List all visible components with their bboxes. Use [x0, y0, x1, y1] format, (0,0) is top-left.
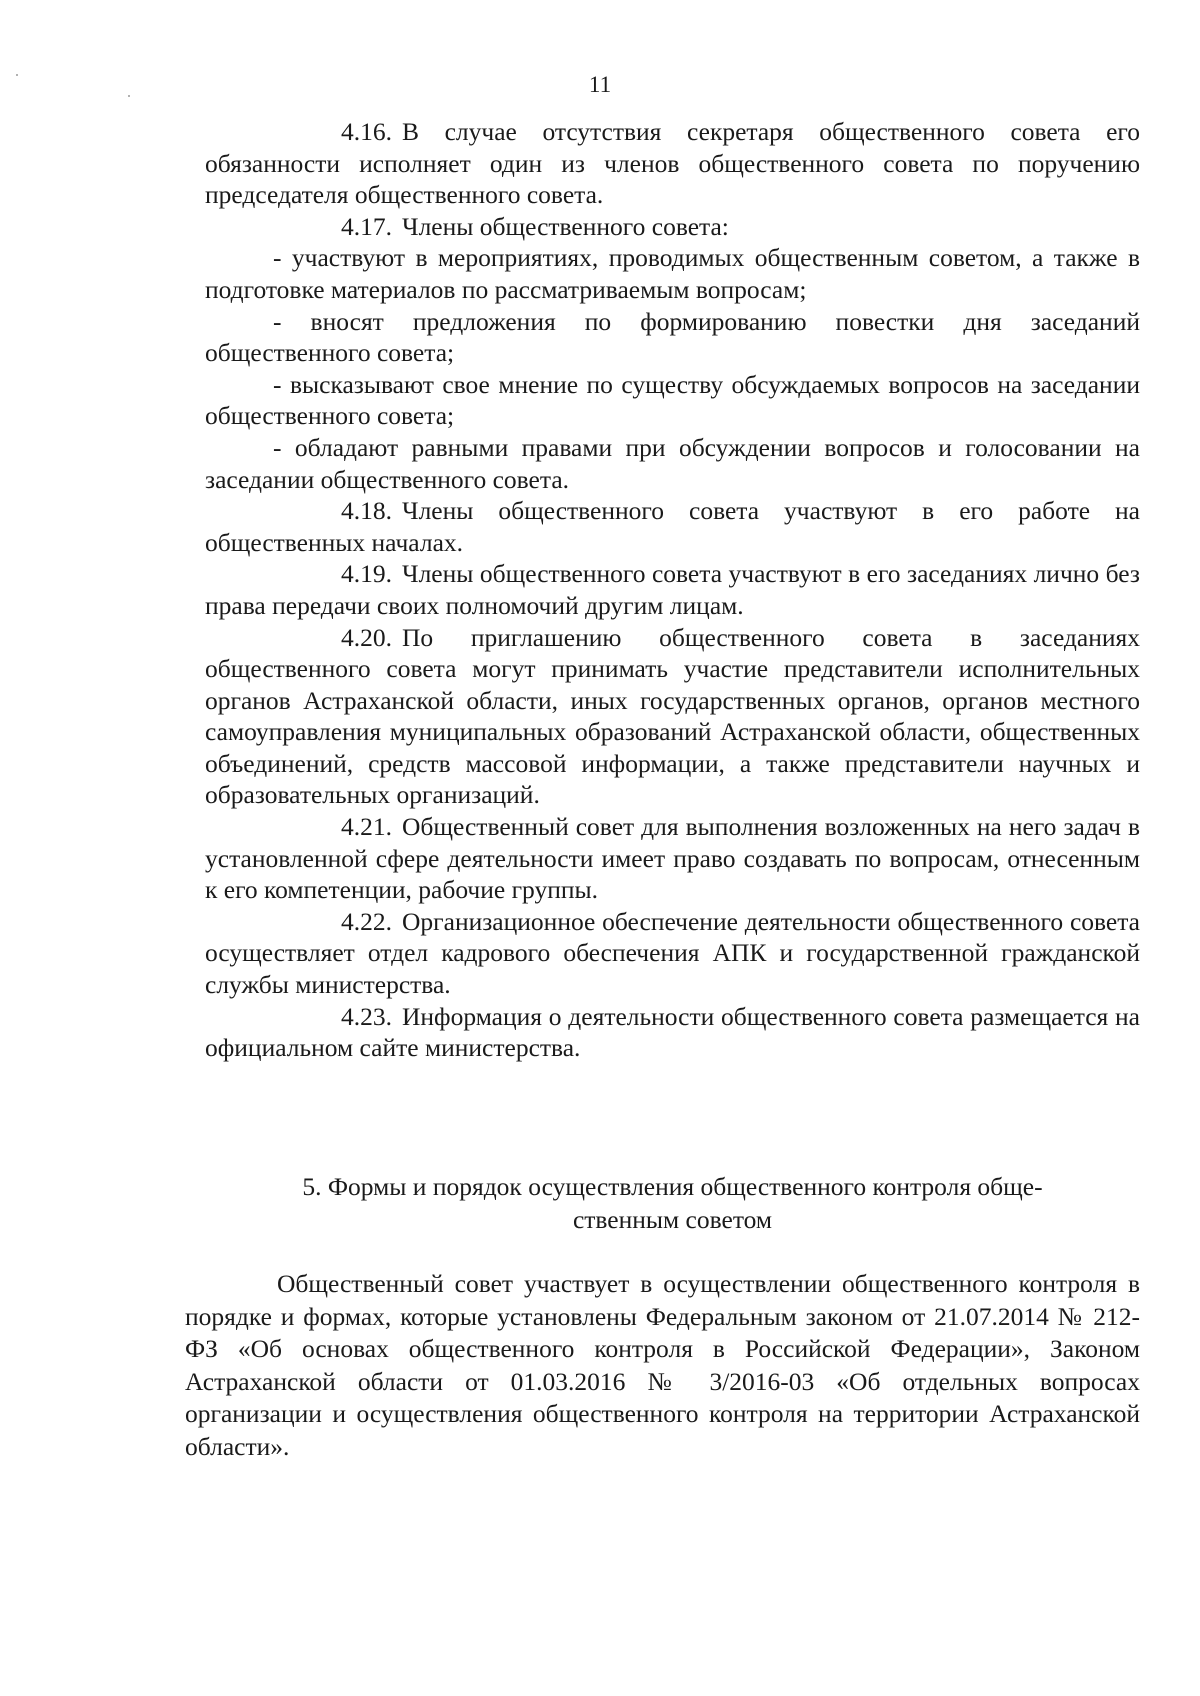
list-item-equal-rights	[205, 432, 1140, 495]
paragraph-4-22	[205, 906, 1140, 1001]
item-number: 4.20.	[341, 622, 392, 652]
item-number: 4.16.	[341, 117, 392, 146]
page-number: 11	[588, 72, 612, 97]
list-item-opinion	[205, 369, 1140, 432]
paragraph-4-20	[205, 622, 1140, 812]
paragraph-4-19	[205, 558, 1140, 621]
paragraph-text: Члены общественного совета участвуют в его заседаниях лично без права передачи своих полномочий другим лицам.	[205, 559, 1140, 620]
paragraph-section-5: Общественный совет участвует в осуществлении общественного контроля в порядке и формах, которые установлены Федеральным законом от 21.07.2014 № 212-ФЗ «Об основах общественного контроля в Российской Федерации», Законом Астраханской области от 01.03.2016 № 3/2016-03 «Об отдельных вопросах организации и осуществления общественного контроля на территории Астраханской области».	[185, 1269, 1140, 1461]
paragraph-text: Информация о деятельности общественного совета размещается на официальном сайте министерства.	[205, 1001, 1140, 1063]
section-5-heading	[205, 1170, 1140, 1236]
paragraph-text: Организационное обеспечение деятельности общественного совета осуществляет отдел кадрового обеспечения АПК и государственной гражданской службы министерства.	[205, 906, 1140, 1000]
list-item-proposals	[205, 306, 1140, 369]
paragraph-4-18	[205, 495, 1140, 558]
item-number: 4.18.	[341, 496, 392, 526]
paragraph-text: - участвуют в мероприятиях, проводимых общественным советом, а также в подготовке материалов по рассматриваемым вопросам;	[205, 243, 1140, 304]
paragraph-4-21	[205, 811, 1140, 906]
paragraph-text: Члены общественного совета участвуют в его работе на общественных началах.	[205, 496, 1140, 557]
paragraph-4-17	[205, 211, 1140, 243]
paragraph-4-16	[205, 116, 1140, 211]
item-number: 4.19.	[341, 559, 392, 589]
paragraph-text: Члены общественного совета:	[402, 211, 729, 241]
item-number: 4.21.	[341, 812, 392, 842]
section-4-body	[205, 116, 1140, 1064]
item-number: 4.23.	[341, 1001, 392, 1031]
item-number: 4.22.	[341, 906, 392, 936]
paragraph-text: - обладают равными правами при обсуждении вопросов и голосовании на заседании общественного совета.	[205, 432, 1140, 494]
heading-line: ственным советом	[572, 1205, 773, 1234]
heading-line: 5. Формы и порядок осуществления общественного контроля обще-	[302, 1172, 1043, 1201]
paragraph-text: Общественный совет для выполнения возложенных на него задач в установленной сфере деятельности имеет право создавать по вопросам, отнесенным к его компетенции, рабочие группы.	[205, 812, 1140, 905]
paragraph-text: - высказывают свое мнение по существу обсуждаемых вопросов на заседании общественного совета;	[205, 369, 1140, 431]
section-5-body	[185, 1268, 1140, 1463]
paragraph-text: По приглашению общественного совета в заседаниях общественного совета могут принимать участие представители исполнительных органов Астраханской области, иных государственных органов, органов местного самоуправления муниципальных образований Астраханской области, общественных объединений, средств массовой информации, а также представители научных и образовательных организаций.	[205, 622, 1140, 810]
paragraph-text: - вносят предложения по формированию повестки дня заседаний общественного совета;	[205, 306, 1140, 368]
item-number: 4.17.	[341, 211, 392, 241]
paragraph-4-23	[205, 1001, 1140, 1064]
list-item-participate	[205, 242, 1140, 305]
paragraph-text: В случае отсутствия секретаря общественного совета его обязанности исполняет один из членов общественного совета по поручению председателя общественного совета.	[205, 117, 1140, 210]
